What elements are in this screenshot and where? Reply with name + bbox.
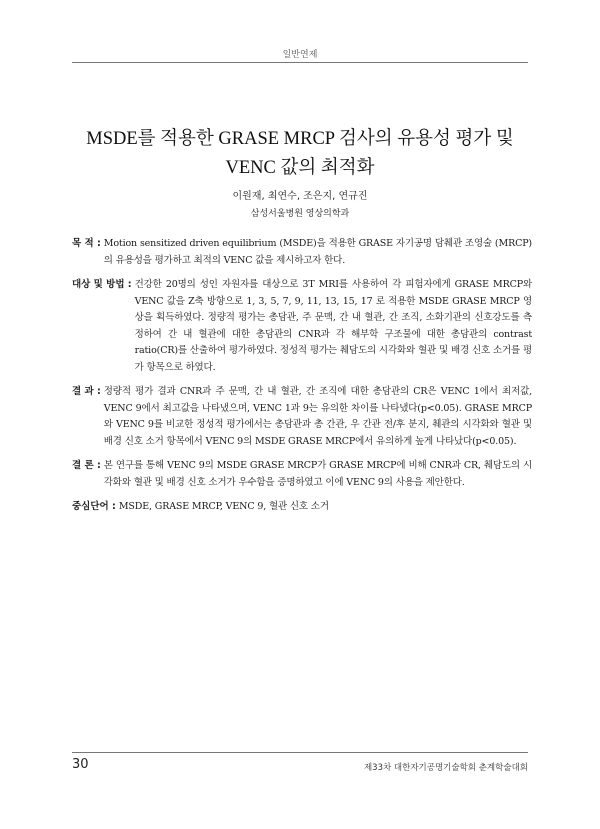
abstract-body — [72, 236, 532, 524]
footer-divider — [72, 752, 528, 753]
section-text: 본 연구를 통해 VENC 9의 MSDE GRASE MRCP가 GRASE MRCP에 비해 CNR과 CR, 췌담도의 시각화와 혈관 및 배경 신호 소거가 우수함을 증명하였고 이에 VENC 9의 사용을 제안한다. — [103, 460, 532, 488]
section-text: MSDE, GRASE MRCP, VENC 9, 혈관 신호 소거 — [118, 501, 329, 512]
section-heading: 대상 및 방법 : — [72, 279, 132, 290]
section-heading: 중심단어 : — [72, 501, 116, 512]
page-number: 30 — [72, 757, 89, 772]
section-heading: 결 과 : — [72, 386, 101, 397]
section-text: Motion sensitized driven equilibrium (MSDE)을 적용한 GRASE 자기공명 담췌관 조영술 (MRCP)의 유용성을 평가하고 최적의 VENC 값을 제시하고자 한다. — [103, 238, 532, 266]
affiliation: 삼성서울병원 영상의학과 — [250, 209, 350, 219]
author-list: 이원재, 최연수, 조은지, 연규진 — [232, 191, 368, 202]
section-label: 일반연제 — [282, 50, 318, 60]
section-heading: 결 론 : — [72, 460, 101, 471]
abstract-methods — [72, 277, 532, 376]
paper-title — [60, 125, 540, 183]
conference-name: 제33차 대한자기공명기술학회 춘계학술대회 — [363, 763, 528, 773]
abstract-purpose — [72, 236, 532, 269]
abstract-results — [72, 384, 532, 450]
section-text: 건강한 20명의 성인 자원자를 대상으로 3T MRI를 사용하여 각 피험자에게 GRASE MRCP와 VENC 값을 Z축 방향으로 1, 3, 5, 7, 9, 11, 13, 15, 17 로 적용한 MSDE GRASE MRCP 영상을 획득하였다. 정량적 평가는 총담관, 주 문맥, 간 내 혈관, 간 조직, 소화기관의 신호강도를 측정하여 간 내 혈관에 대한 총담관의 CNR과 각 해부학 구조물에 대한 총담관의 contrast ratio(CR)를 산출하여 평가하였다. 정성적 평가는 췌담도의 시각화와 혈관 및 배경 신호 소거를 평가 항목으로 하였다. — [134, 279, 532, 373]
title-line-2: VENC 값의 최적화 — [225, 158, 375, 178]
title-line-1: MSDE를 적용한 GRASE MRCP 검사의 유용성 평가 및 — [86, 129, 514, 149]
header-divider — [72, 62, 528, 63]
section-text: 정량적 평가 결과 CNR과 주 문맥, 간 내 혈관, 간 조직에 대한 총담관의 CR은 VENC 1에서 최저값, VENC 9에서 최고값을 나타냈으며, VENC 1과 9는 유의한 차이를 나타냈다(p<0.05). GRASE MRCP와 VENC 9를 비교한 정성적 평가에서는 총담관과 총 간관, 우 간관 전/후 분지, 췌관의 시각화와 혈관 및 배경 신호 소거 항목에서 VENC 9의 MSDE GRASE MRCP에서 유의하게 높게 나타났다(p<0.05). — [103, 386, 532, 447]
section-heading: 목 적 : — [72, 238, 101, 249]
abstract-conclusion — [72, 458, 532, 491]
abstract-keywords — [72, 499, 532, 516]
